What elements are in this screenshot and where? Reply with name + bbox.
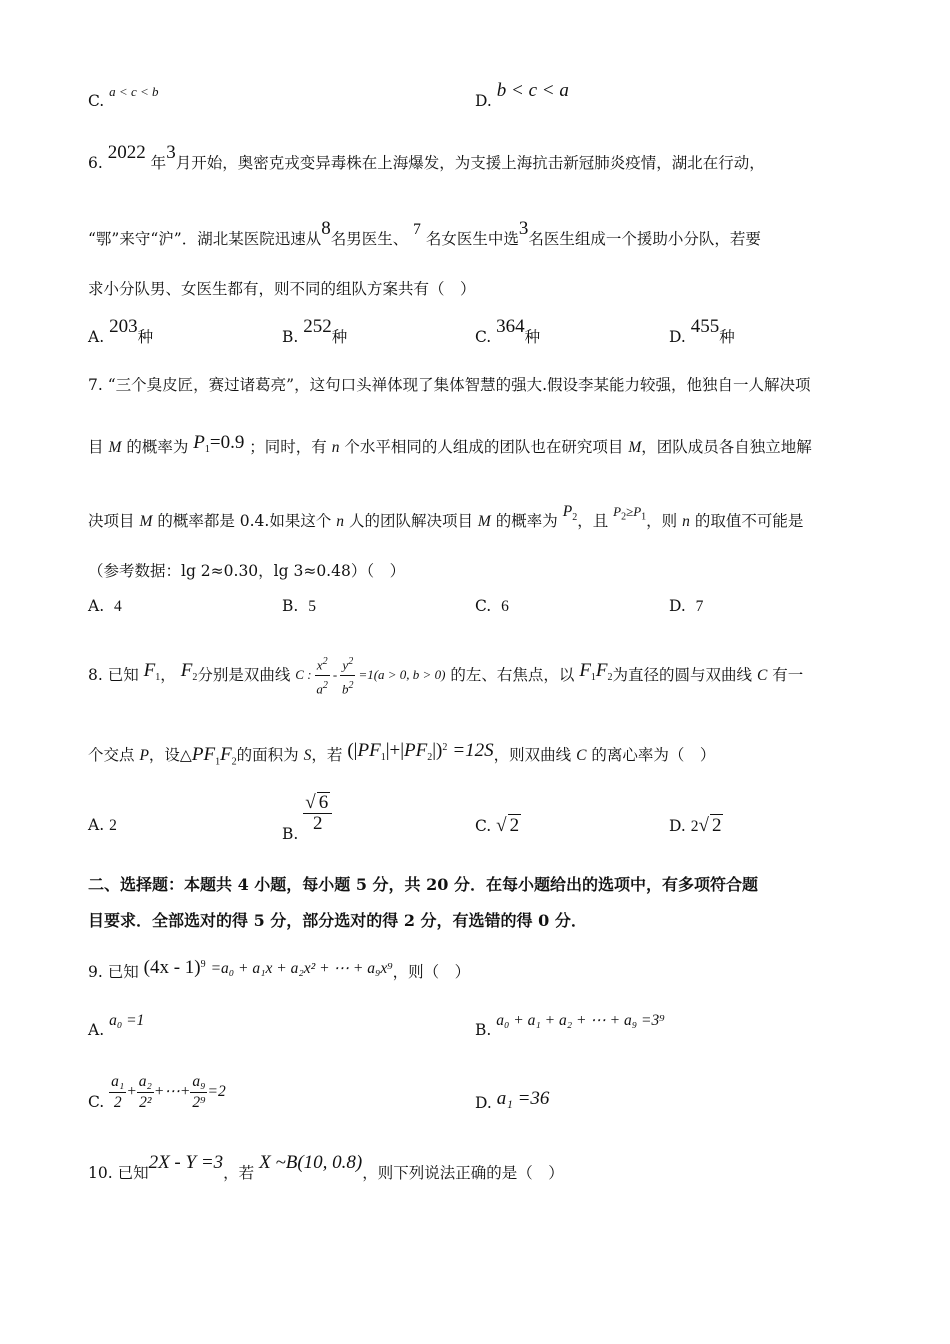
option-expr: b < c < a (496, 80, 569, 101)
ellipsis: +⋯+ (153, 1083, 191, 1101)
n-symbol: n (682, 513, 690, 530)
text: 有一 (772, 665, 804, 684)
n-symbol: n (336, 513, 345, 530)
option-value: 364 (496, 316, 525, 337)
option-unit: 种 (137, 328, 154, 346)
c-symbol: C (576, 747, 587, 765)
text: ，则下列说法正确的是（ ） (362, 1164, 564, 1182)
text: ；同时，有 (249, 438, 327, 456)
text: 为直径的圆与双曲线 (612, 665, 753, 684)
coefficient: 2 (690, 818, 699, 835)
numerator-9: a₉ (190, 1072, 207, 1093)
distribution-expr: X ~B(10, 0.8) (259, 1152, 363, 1173)
text: 年 (150, 154, 167, 172)
q8-option-d[interactable]: D. 2√ 2 (669, 815, 722, 836)
text: 名医生组成一个援助小分队，若要 (528, 230, 761, 248)
option-value: 2 (109, 817, 117, 834)
relation-expr: 2X - Y =3 (148, 1152, 224, 1173)
text: ，则（ ） (392, 963, 471, 982)
text: ，团队成员各自独立地解 (641, 438, 812, 456)
text: 目 (88, 438, 104, 456)
numerator-1: a₁ (109, 1072, 126, 1093)
option-label: D. (475, 92, 492, 110)
sqrt-value: 2 (509, 815, 520, 836)
section2-header-line2: 目要求．全部选对的得 5 分，部分选对的得 2 分，有选错的得 0 分． (88, 911, 587, 930)
b-symbol: b (342, 681, 349, 697)
condition-expression: $(|PF_1|+|PF_2|)^2 =12S$ (347, 740, 494, 764)
q9-option-c[interactable] (88, 1072, 226, 1113)
denominator-1: 2 (113, 1094, 122, 1111)
binomial-lhs: (4x - 1) (143, 957, 201, 979)
q6-line1 (88, 142, 765, 174)
q8-option-c[interactable]: C. √ 2 (475, 815, 520, 836)
option-expr: a₁ =36 (496, 1088, 550, 1109)
s-symbol: S (303, 747, 312, 765)
text: 名女医生中选 (425, 230, 519, 248)
text: 个交点 (88, 746, 135, 765)
sub-1: 1 (380, 752, 386, 764)
text: ，则 (646, 512, 678, 530)
option-label: A. (88, 597, 105, 615)
option-label: B. (475, 1021, 492, 1039)
denominator-9: 2⁹ (192, 1094, 206, 1111)
option-label: D. (475, 1094, 492, 1112)
q8-line1 (88, 652, 803, 700)
option-value: 252 (303, 316, 332, 337)
p2-symbol: P (613, 504, 622, 519)
option-unit: 种 (719, 328, 735, 346)
denominator: 2 (312, 813, 323, 834)
p2-sub: 2 (621, 511, 627, 523)
f2-symbol: F (180, 659, 193, 681)
pf2: PF (404, 740, 428, 762)
option-label: D. (669, 817, 686, 835)
q8-line2 (88, 741, 715, 773)
select-count: 3 (518, 218, 529, 239)
text: 月开始，奥密克戎变异毒株在上海爆发，为支援上海抗击新冠肺炎疫情，湖北在行动， (175, 154, 765, 172)
male-count: 8 (321, 218, 331, 239)
q6-option-c[interactable] (475, 316, 541, 348)
option-label: C. (88, 92, 105, 110)
hyperbola-equation: C : $\frac{x^2}{a^2}$ - $\frac{y^2}{b^2}$ =1(a > 0, b > 0) (295, 652, 445, 700)
option-fraction: $\frac{√ 6}{2}$ (303, 792, 332, 834)
q6-option-a[interactable] (88, 316, 154, 348)
option-label: D. (669, 597, 686, 615)
q6-option-b[interactable] (282, 316, 348, 348)
q7-line1: 7. “三个臭皮匠，赛过诸葛亮”，这句口头禅体现了集体智慧的强大.假设李某能力较强，他独自一人解决项 (88, 376, 811, 394)
q7-line2 (88, 432, 812, 465)
sqrt-value: 6 (318, 792, 329, 813)
y-symbol: y (342, 657, 349, 673)
year-value: 2022 (107, 142, 146, 163)
q8-option-a[interactable] (88, 814, 117, 837)
equals-value: =2 (207, 1083, 226, 1101)
option-unit: 种 (524, 328, 541, 346)
text: 名男医生、 (330, 230, 409, 248)
q6-option-d[interactable] (669, 316, 735, 348)
text: 的离心率为（ ） (591, 746, 716, 765)
f1-symbol: F (143, 659, 156, 681)
sub-2: 2 (427, 752, 433, 764)
option-value: 7 (695, 598, 704, 615)
project-m: M (628, 439, 642, 456)
option-expr: a₀ + a₁ + a₂ + ⋯ + a₉ =3⁹ (496, 1012, 665, 1029)
equation-rhs: =1(a > 0, b > 0) (358, 666, 446, 682)
f2-symbol: F (220, 744, 232, 766)
text: ，设△ (148, 746, 192, 765)
q9-stem (88, 958, 470, 984)
text: ，若 (311, 746, 343, 765)
option-value: 4 (113, 598, 122, 615)
p-symbol: P (139, 747, 149, 765)
sqrt-value: 2 (711, 815, 722, 836)
p2-symbol: P (562, 503, 573, 520)
q7-option-b[interactable] (282, 595, 316, 618)
option-label: C. (475, 817, 492, 835)
triangle-pf: PF (191, 744, 216, 766)
numerator-2: a₂ (137, 1072, 154, 1093)
minus-sign: - (332, 666, 341, 682)
q5-option-c[interactable] (88, 84, 159, 113)
project-m: M (139, 513, 153, 530)
q7-line3 (88, 503, 804, 539)
option-label: D. (669, 328, 686, 346)
text: 决项目 (88, 512, 135, 530)
text: 的概率都是 0.4.如果这个 (157, 512, 332, 530)
q9-option-a[interactable] (88, 1012, 145, 1042)
sub-1: 1 (215, 756, 221, 768)
condition: ≥P (626, 504, 642, 519)
option-label: A. (88, 816, 105, 834)
option-expr: a₀ =1 (109, 1012, 145, 1029)
q5-option-d[interactable] (475, 80, 569, 112)
f2-symbol: F (595, 659, 608, 681)
text: ，若 (223, 1164, 255, 1182)
section2-header-line1: 二、选择题：本题共 4 小题，每小题 5 分，共 20 分．在每小题给出的选项中，有多项符合题 (88, 875, 758, 894)
p1-sub: 1 (204, 444, 210, 456)
q10-stem (88, 1152, 564, 1184)
curve-label: C : (295, 666, 315, 682)
f1-sub: 1 (155, 671, 161, 683)
text: 8. 已知 (88, 665, 139, 684)
option-label: C. (88, 1092, 105, 1111)
text: 的取值不可能是 (694, 512, 804, 530)
p2-sub: 2 (572, 512, 578, 524)
option-value: 5 (308, 598, 316, 615)
option-expr: $\frac{\text{a₁}}{2}$ + $\frac{\text{a₂}}{\text{2²}}$ +⋯+ $\frac{\text{a₉}}{\text{2⁹}}$ =2 (111, 1073, 226, 1111)
p1-symbol: P (193, 432, 205, 453)
text: 个水平相同的人组成的团队也在研究项目 (344, 438, 624, 456)
f2-sub: 2 (607, 671, 613, 683)
option-label: A. (88, 328, 105, 346)
f2-sub: 2 (192, 671, 198, 683)
p1-value: =0.9 (209, 432, 245, 453)
text: ，且 (577, 512, 609, 530)
option-label: A. (88, 1021, 105, 1039)
text: 人的团队解决项目 (348, 512, 473, 530)
option-label: B. (282, 825, 299, 843)
f1-symbol: F (579, 659, 591, 681)
option-label: C. (475, 597, 492, 615)
question-number: 6. (88, 154, 103, 172)
sub-2: 2 (231, 756, 237, 768)
q8-option-b[interactable] (282, 792, 332, 843)
equation-rhs: =12S (452, 740, 494, 762)
text: 分别是双曲线 (197, 665, 291, 684)
q9-option-d[interactable] (475, 1088, 550, 1114)
q7-option-c[interactable] (475, 595, 509, 618)
text: ， (160, 665, 176, 684)
text: 的概率为 (126, 438, 189, 456)
q6-line3: 求小分队男、女医生都有，则不同的组队方案共有（ ） (88, 280, 476, 298)
option-unit: 种 (331, 328, 348, 346)
month-value: 3 (166, 142, 176, 163)
project-m: M (477, 513, 491, 530)
x-symbol: x (316, 657, 323, 673)
project-m: M (108, 439, 122, 456)
text: 的左、右焦点，以 (450, 665, 575, 684)
binomial-power: 9 (200, 959, 206, 970)
option-value: 6 (501, 598, 509, 615)
option-label: B. (282, 328, 299, 346)
a-symbol: a (316, 681, 323, 697)
f1-sub: 1 (590, 671, 596, 683)
q7-line4: （参考数据：lg 2≈0.30，lg 3≈0.48）（ ） (88, 562, 406, 580)
female-count: 7 (413, 221, 421, 238)
option-label: B. (282, 597, 299, 615)
expansion-rhs: =a₀ + a₁x + a₂x² + ⋯ + a₉x⁹ (210, 960, 393, 978)
q6-line2 (88, 218, 761, 251)
q7-option-d[interactable] (669, 595, 703, 618)
q9-option-b[interactable] (475, 1012, 665, 1042)
option-expr: a < c < b (109, 84, 159, 99)
option-value: 455 (690, 316, 720, 337)
denominator-2: 2² (139, 1094, 152, 1111)
text: 的概率为 (495, 512, 558, 530)
option-label: C. (475, 328, 492, 346)
pf1: PF (357, 740, 381, 762)
q7-option-a[interactable] (88, 595, 122, 618)
n-symbol: n (331, 439, 340, 456)
text: 10. 已知 (88, 1164, 149, 1182)
text: 9. 已知 (88, 963, 139, 982)
text: 的面积为 (236, 746, 299, 765)
text: “鄂”来守“沪”．湖北某医院迅速从 (88, 230, 322, 248)
p1-sub: 1 (641, 511, 647, 523)
text: ，则双曲线 (493, 746, 572, 765)
c-symbol: C (756, 666, 768, 684)
option-value: 203 (109, 316, 138, 337)
